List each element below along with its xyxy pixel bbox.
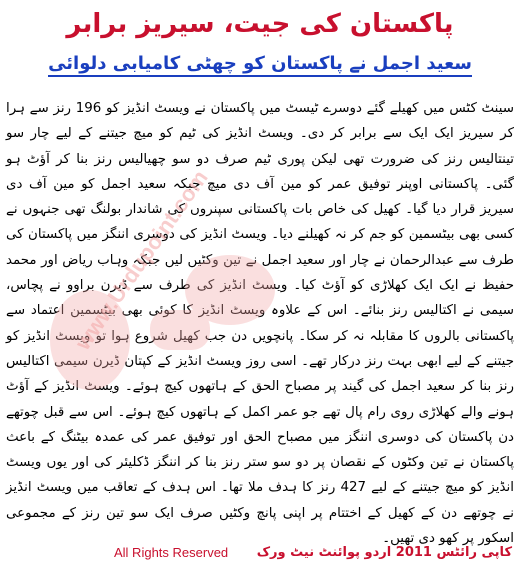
article-paragraph: سینٹ کٹس میں کھیلے گئے دوسرے ٹیسٹ میں پاکستان نے ویسٹ انڈیز کو 196 رنز سے ہرا کر سیریز ایک ایک سے برابر کر دی۔ ویسٹ انڈیز کی ٹیم کو میچ جیتنے کے لیے چار سو تینتالیس رنز کی ضرورت تھی لیکن پوری ٹیم صرف دو سو چھیالیس رنز بنا کر آؤٹ ہو گئی۔ پاکستانی اوپنر توفیق عمر کو مین آف دی میچ جبکہ سعید اجمل کو مین آف دی سیریز قرار دیا گیا۔ کھیل کی خاص بات پاکستانی سپنروں کی شاندار بولنگ تھی جنہوں نے کسی بھی بیٹسمین کو جم کر نہ کھیلنے دیا۔ ویسٹ انڈیز کی دوسری اننگز میں پاکستان کی طرف سے عبدالرحمان نے چار اور سعید اجمل نے تین وکٹیں لیں جبکہ وہاب ریاض اور محمد حفیظ نے ایک ایک کھلاڑی کو آؤٹ کیا۔ ویسٹ انڈیز کی طرف سے ڈیرن براوو نے پچاس، سیمی نے اکتالیس رنز بنائے۔ اس کے علاوہ ویسٹ انڈیز کا کوئی بھی بیٹسمین اعتماد سے پاکستانی بالروں کا مقابلہ نہ کر سکا۔ پانچویں دن جب کھیل شروع ہوا تو ویسٹ انڈیز کو جیتنے کے لیے ابھی بہت رنز درکار تھے۔ اسی روز ویسٹ انڈیز کے کپتان ڈیرن سیمی اکتالیس رنز بنا کر سعید اجمل کی گیند پر مصباح الحق کے ہاتھوں کیچ ہوئے۔ ویسٹ انڈیز کے آؤٹ ہونے والے کھلاڑی روی رام پال تھے جو عمر اکمل کے ہاتھوں کیچ ہوئے۔ اس سے قبل چوتھے دن پاکستان کی دوسری اننگز میں مصباح الحق اور توفیق عمر کی عمدہ بیٹنگ کے باعث پاکستان نے تین وکٹوں کے نقصان پر دو سو ستر رنز بنا کر اننگز ڈکلیئر کی اور یوں ویسٹ انڈیز کو میچ جیتنے کے لیے 427 رنز کا ہدف ملا تھا۔ اس ہدف کے تعاقب میں ویسٹ انڈیز نے چوتھے دن کے کھیل کے اختتام پر اپنی پانچ وکٹیں صرف ایک سو تین رنز کے مجموعی اسکور پر کھو دی تھیں۔	[6, 101, 514, 547]
footer	[0, 545, 520, 565]
footer-rights: All Rights Reserved	[114, 545, 229, 560]
watermark-site: www.Urdupoint.com	[70, 165, 213, 355]
footer-copyright: کاپی رائٹس 2011 اردو پوائنٹ نیٹ ورک	[256, 545, 512, 560]
headline: پاکستان کی جیت، سیریز برابر	[66, 9, 454, 39]
subheadline-text: سعید اجمل نے پاکستان کو چھٹی کامیابی دلوائی	[48, 53, 472, 77]
subheadline	[0, 48, 520, 80]
article-body	[6, 96, 514, 551]
